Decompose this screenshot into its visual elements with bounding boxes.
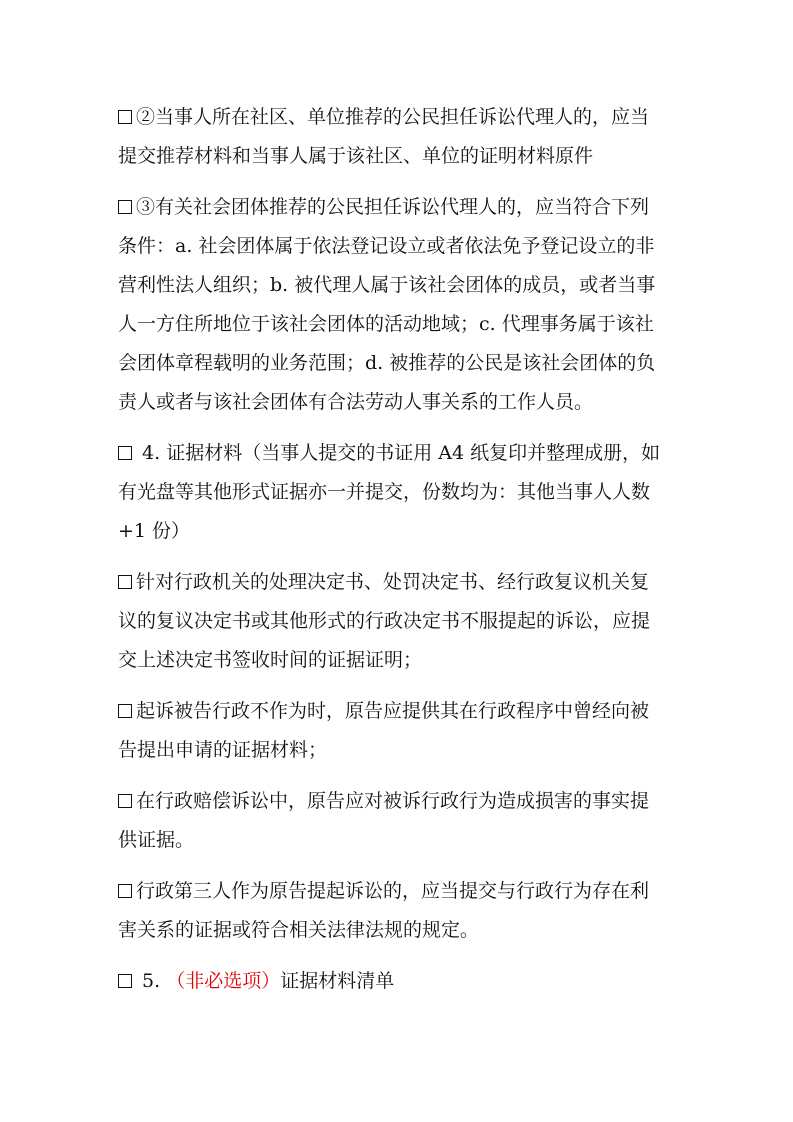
checkbox-icon[interactable] xyxy=(118,200,132,214)
text-line: 5. （非必选项）证据材料清单 xyxy=(118,962,680,1001)
text-line: 4. 证据材料（当事人提交的书证用 A4 纸复印并整理成册，如 xyxy=(118,434,680,473)
document-body xyxy=(118,98,680,1013)
paragraph-third-party-plaintiff xyxy=(118,872,680,950)
paragraph-evidence-list xyxy=(118,962,680,1001)
text-line: 人一方住所地位于该社会团体的活动地域；c. 代理事务属于该社 xyxy=(118,313,654,335)
optional-tag: （非必选项） xyxy=(166,970,281,992)
checkbox-icon[interactable] xyxy=(118,704,132,718)
text-line: 提交推荐材料和当事人属于该社区、单位的证明材料原件 xyxy=(118,145,594,167)
paragraph-recommended-by-community xyxy=(118,98,680,176)
text-line: 议的复议决定书或其他形式的行政决定书不服提起的诉讼，应提 xyxy=(118,610,651,632)
text-line: ③有关社会团体推荐的公民担任诉讼代理人的，应当符合下列 xyxy=(118,188,680,227)
text-line: 条件：a. 社会团体属于依法登记设立或者依法免予登记设立的非 xyxy=(118,235,655,257)
checkbox-icon[interactable] xyxy=(118,974,132,988)
text-line: +1 份） xyxy=(118,520,191,542)
checkbox-icon[interactable] xyxy=(118,794,132,808)
text-line: 在行政赔偿诉讼中，原告应对被诉行政行为造成损害的事实提 xyxy=(118,782,680,821)
paragraph-administrative-compensation xyxy=(118,782,680,860)
checkbox-icon[interactable] xyxy=(118,575,132,589)
text-line: 供证据。 xyxy=(118,829,195,851)
paragraph-social-organization-conditions xyxy=(118,188,680,422)
text-line: 营利性法人组织；b. 被代理人属于该社会团体的成员，或者当事 xyxy=(118,274,656,296)
paragraph-evidence-materials xyxy=(118,434,680,551)
text-line: 行政第三人作为原告提起诉讼的，应当提交与行政行为存在利 xyxy=(118,872,680,911)
text-line: ②当事人所在社区、单位推荐的公民担任诉讼代理人的，应当 xyxy=(118,98,680,137)
text-line: 交上述决定书签收时间的证据证明； xyxy=(118,649,423,671)
text-line: 会团体章程载明的业务范围；d. 被推荐的公民是该社会团体的负 xyxy=(118,352,656,374)
paragraph-decision-receipt-proof xyxy=(118,563,680,680)
paragraph-administrative-inaction xyxy=(118,692,680,770)
text-line: 起诉被告行政不作为时，原告应提供其在行政程序中曾经向被 xyxy=(118,692,680,731)
checkbox-icon[interactable] xyxy=(118,446,132,460)
checkbox-icon[interactable] xyxy=(118,110,132,124)
checkbox-icon[interactable] xyxy=(118,884,132,898)
text-line: 告提出申请的证据材料； xyxy=(118,739,328,761)
text-line: 责人或者与该社会团体有合法劳动人事关系的工作人员。 xyxy=(118,391,594,413)
text-line: 针对行政机关的处理决定书、处罚决定书、经行政复议机关复 xyxy=(118,563,680,602)
text-line: 有光盘等其他形式证据亦一并提交，份数均为：其他当事人人数 xyxy=(118,481,651,503)
text-line: 害关系的证据或符合相关法律法规的规定。 xyxy=(118,919,480,941)
